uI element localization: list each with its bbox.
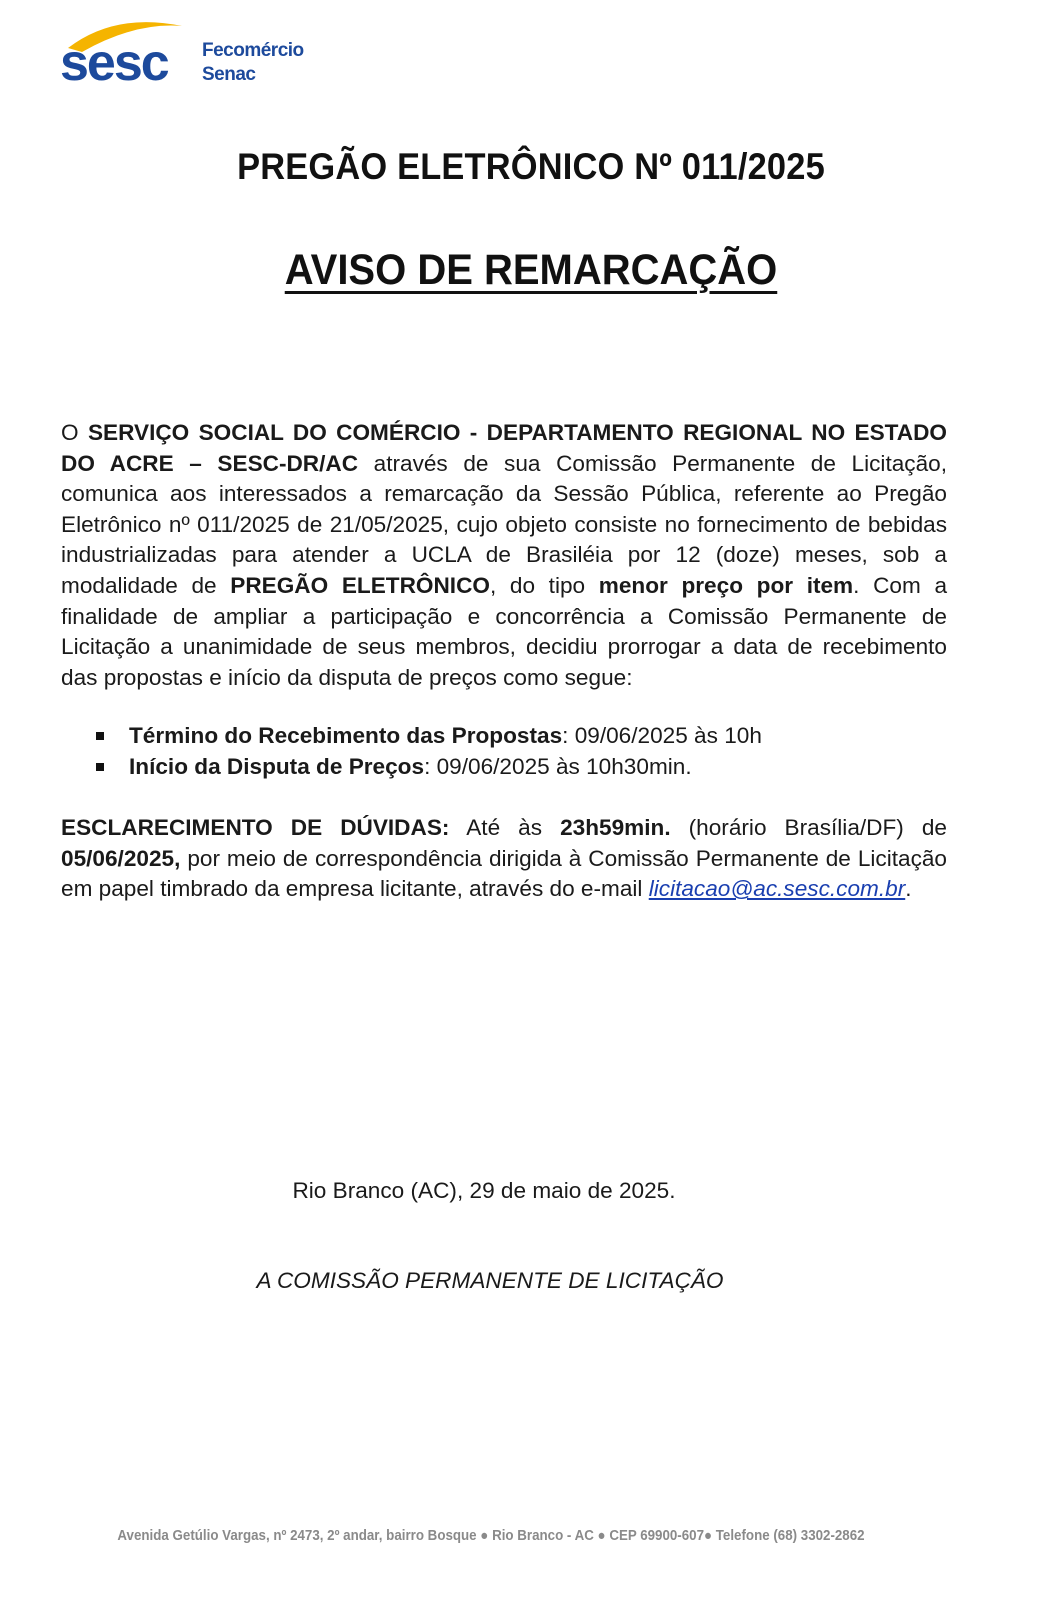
square-bullet-icon [96,763,104,771]
logo-brand-text: sesc [60,34,168,88]
signature-commission: A COMISSÃO PERMANENTE DE LICITAÇÃO [256,1268,724,1293]
footer-address: Avenida Getúlio Vargas, nº 2473, 2º andar, bairro Bosque ● Rio Branco - AC ● CEP 69900-607● Telefone (68) 3302-2862 [117,1528,865,1544]
clarification-text-1: Até às [449,815,561,840]
main-paragraph [61,418,947,693]
sesc-logo-graphic [60,18,330,88]
clarification-text-3: por meio de correspondência dirigida à Comissão Permanente de Licitação em papel timbrado da empresa licitante, através do e-mail [61,845,947,902]
place-date: Rio Branco (AC), 29 de maio de 2025. [292,1178,676,1203]
square-bullet-icon [96,732,104,740]
logo-fecomercio-text: Fecomércio [202,40,304,61]
bullet-value: : 09/06/2025 às 10h30min. [424,753,692,779]
bullet-label: Término do Recebimento das Propostas [129,723,563,748]
clarification-label: ESCLARECIMENTO DE DÚVIDAS: [61,815,450,840]
email-link[interactable]: licitacao@ac.sesc.com.br [648,876,906,902]
clarification-paragraph [61,813,947,905]
logo-senac-text: Senac [202,64,256,85]
para-text-4: . Com a finalidade de ampliar a participação e concorrência a Comissão Permanente de Licitação a unanimidade de seus membros, decidiu prorrogar a data de recebimento das propostas e início da disputa de preços como segue: [61,572,948,690]
para-text-2: através de sua Comissão Permanente de Licitação, comunica aos interessados a remarcação da Sessão Pública, referente ao Pregão Eletrônico nº 011/2025 de 21/05/2025, cujo objeto consiste no fornecimento de bebidas industrializadas para atender a UCLA de Brasiléia por 12 (doze) meses, sob a modalidade de [61,450,947,598]
para-bold-modalidade: PREGÃO ELETRÔNICO [230,572,490,598]
document-title: PREGÃO ELETRÔNICO Nº 011/2025 [237,146,825,187]
clarification-time: 23h59min. [560,815,671,840]
list-item [96,721,956,752]
list-item [96,752,956,783]
bullet-value: : 09/06/2025 às 10h [562,723,762,748]
para-text-3: , do tipo [489,572,599,598]
clarification-text-4: . [905,876,912,902]
bullet-label: Início da Disputa de Preços [129,753,425,779]
clarification-date: 05/06/2025, [61,845,181,871]
para-bold-tipo: menor preço por item [598,572,854,598]
document-subtitle: AVISO DE REMARCAÇÃO [284,246,778,294]
para-text-1: O [61,420,88,445]
sesc-logo [60,18,330,88]
para-bold-org: SERVIÇO SOCIAL DO COMÉRCIO - DEPARTAMENTO REGIONAL NO ESTADO DO ACRE – SESC-DR/AC [61,420,948,476]
schedule-list [96,721,956,782]
clarification-text-2: (horário Brasília/DF) de [670,815,947,840]
